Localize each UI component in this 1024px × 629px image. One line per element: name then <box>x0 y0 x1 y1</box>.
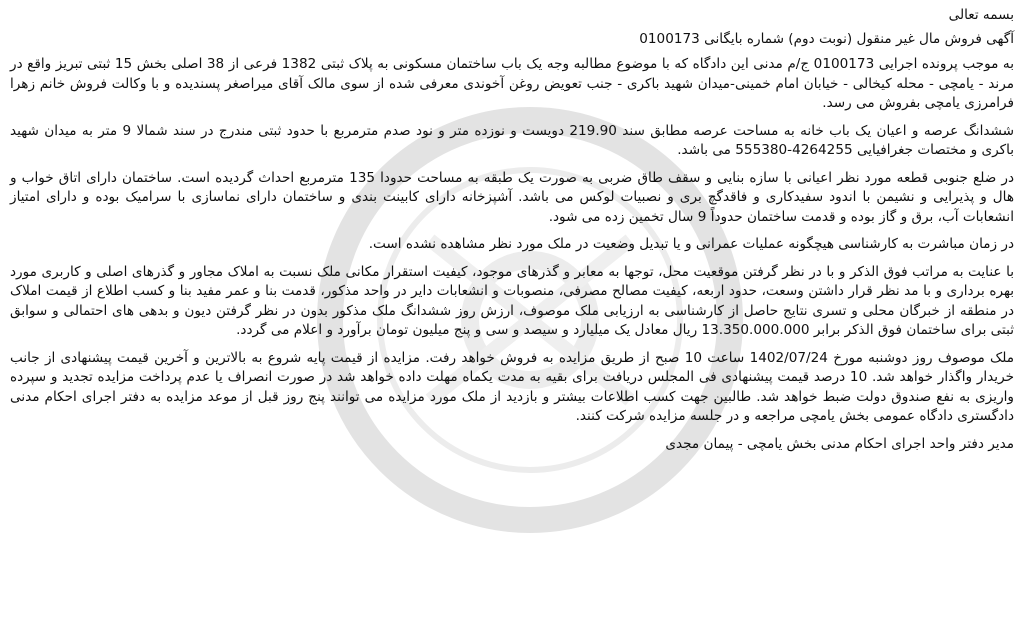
paragraph-valuation: با عنایت به مراتب فوق الذکر و با در نظر گرفتن موقعیت محل، توجها به معابر و گذرهای موجود، کیفیت استقرار مکانی ملک نسبت به املاک مجاور و گذرهای اصلی و کاربری مورد بهره برداری و با مد نظر قرار داشتن وسعت، حدود اربعه، کیفیت مصالح مصرفی، منصوبات و انشعابات دایر در واحد مذکور، قدمت بنا و عمر مفید بنا و کسب اطلاع از قیمت املاک در منطقه از خبرگان محلی و تسری نتایج حاصل از کارشناسی به ارزیابی ملک موصوف، ارزش روز ششدانگ ملک مذکور بدون در نظر گرفتن دیون و بدهی های احتمالی و سوابق ثبتی برای ساختمان فوق الذکر برابر 13.350.000.000 ریال معادل یک میلیارد و سیصد و سی و پنج میلیون تومان برآورد و اعلام می گردد. <box>10 263 1014 338</box>
paragraph-building: در ضلع جنوبی قطعه مورد نظر اعیانی با سازه بنایی و سقف طاق ضربی به صورت یک طبقه به مساحت حدودا 135 مترمربع احداث گردیده است. ساختمان دارای اتاق خواب و هال و پذیرایی و نشیمن با اندود سفیدکاری و فاقدگچ بری و نصبیات لوکس می باشد. آشپزخانه دارای کابینت بندی و ساختمان دارای نماسازی با سرامیک بوده و دارای امتیاز انشعابات آب، برق و گاز بوده و قدمت ساختمان حدوداً 9 سال تخمین زده می شود. <box>10 169 1015 225</box>
paragraph-land: ششدانگ عرصه و اعیان یک باب خانه به مساحت عرصه مطابق سند 219.90 دویست و نوزده متر و نود صدم مترمربع با حدود ثبتی مندرج در سند شمالا 9 متر به میدان شهید باکری و مختصات جغرافیایی 4264255-555380 می باشد. <box>10 122 1014 158</box>
signature-line: مدیر دفتر واحد اجرای احکام مدنی بخش یامچی - پیمان مجدی <box>665 435 1014 452</box>
bismillah-text: بسمه تعالی <box>948 7 1014 23</box>
paragraph-case: به موجب پرونده اجرایی 0100173 ج/م مدنی این دادگاه که با موضوع مطالبه وجه یک باب ساختمان مسکونی به پلاک ثبتی 1382 فرعی از 38 اصلی بخش 15 ثبتی تبریز واقع در مرند - یامچی - محله کیخالی - خیابان امام خمینی-میدان شهید باکری - جنب تعویض روغن آخوندی معرفی شده از سوی مالک آقای میراصغر پسندیده و با وکالت فروش خانم زهرا فرامرزی یامچی بفروش می رسد. <box>10 56 1015 111</box>
paragraph-auction-terms: ملک موصوف روز دوشنبه مورخ 1402/07/24 ساعت 10 صبح از طریق مزایده به فروش خواهد رفت. مزایده از قیمت پایه شروع به بالاترین و آخرین قیمت پیشنهادی از جانب خریدار واگذار خواهد شد. 10 درصد قیمت پیشنهادی فی المجلس دریافت برای بقیه به مدت یکماه مهلت داده خواهد شد در صورت انصراف یا عدم پرداخت مزایده تجدید و سپرده واریزی به نفع صندوق دولت ضبط خواهد شد. طالبین جهت کسب اطلاعات بیشتر و بازدید از ملک مورد مزایده می توانند پنج روز قبل از موعد مزایده به دفتر اجرای احکام مدنی دادگستری دادگاه عمومی بخش یامچی مراجعه و در جلسه مزایده شرکت کنند. <box>10 349 1015 424</box>
announcement-body <box>10 6 1014 454</box>
paragraph-inspection: در زمان مباشرت به کارشناسی هیچگونه عملیات عمرانی و یا تبدیل وضعیت در ملک مورد نظر مشاهده نشده است. <box>368 236 1014 252</box>
announcement-title: آگهی فروش مال غیر منقول (نوبت دوم) شماره بایگانی 0100173 <box>639 30 1014 47</box>
